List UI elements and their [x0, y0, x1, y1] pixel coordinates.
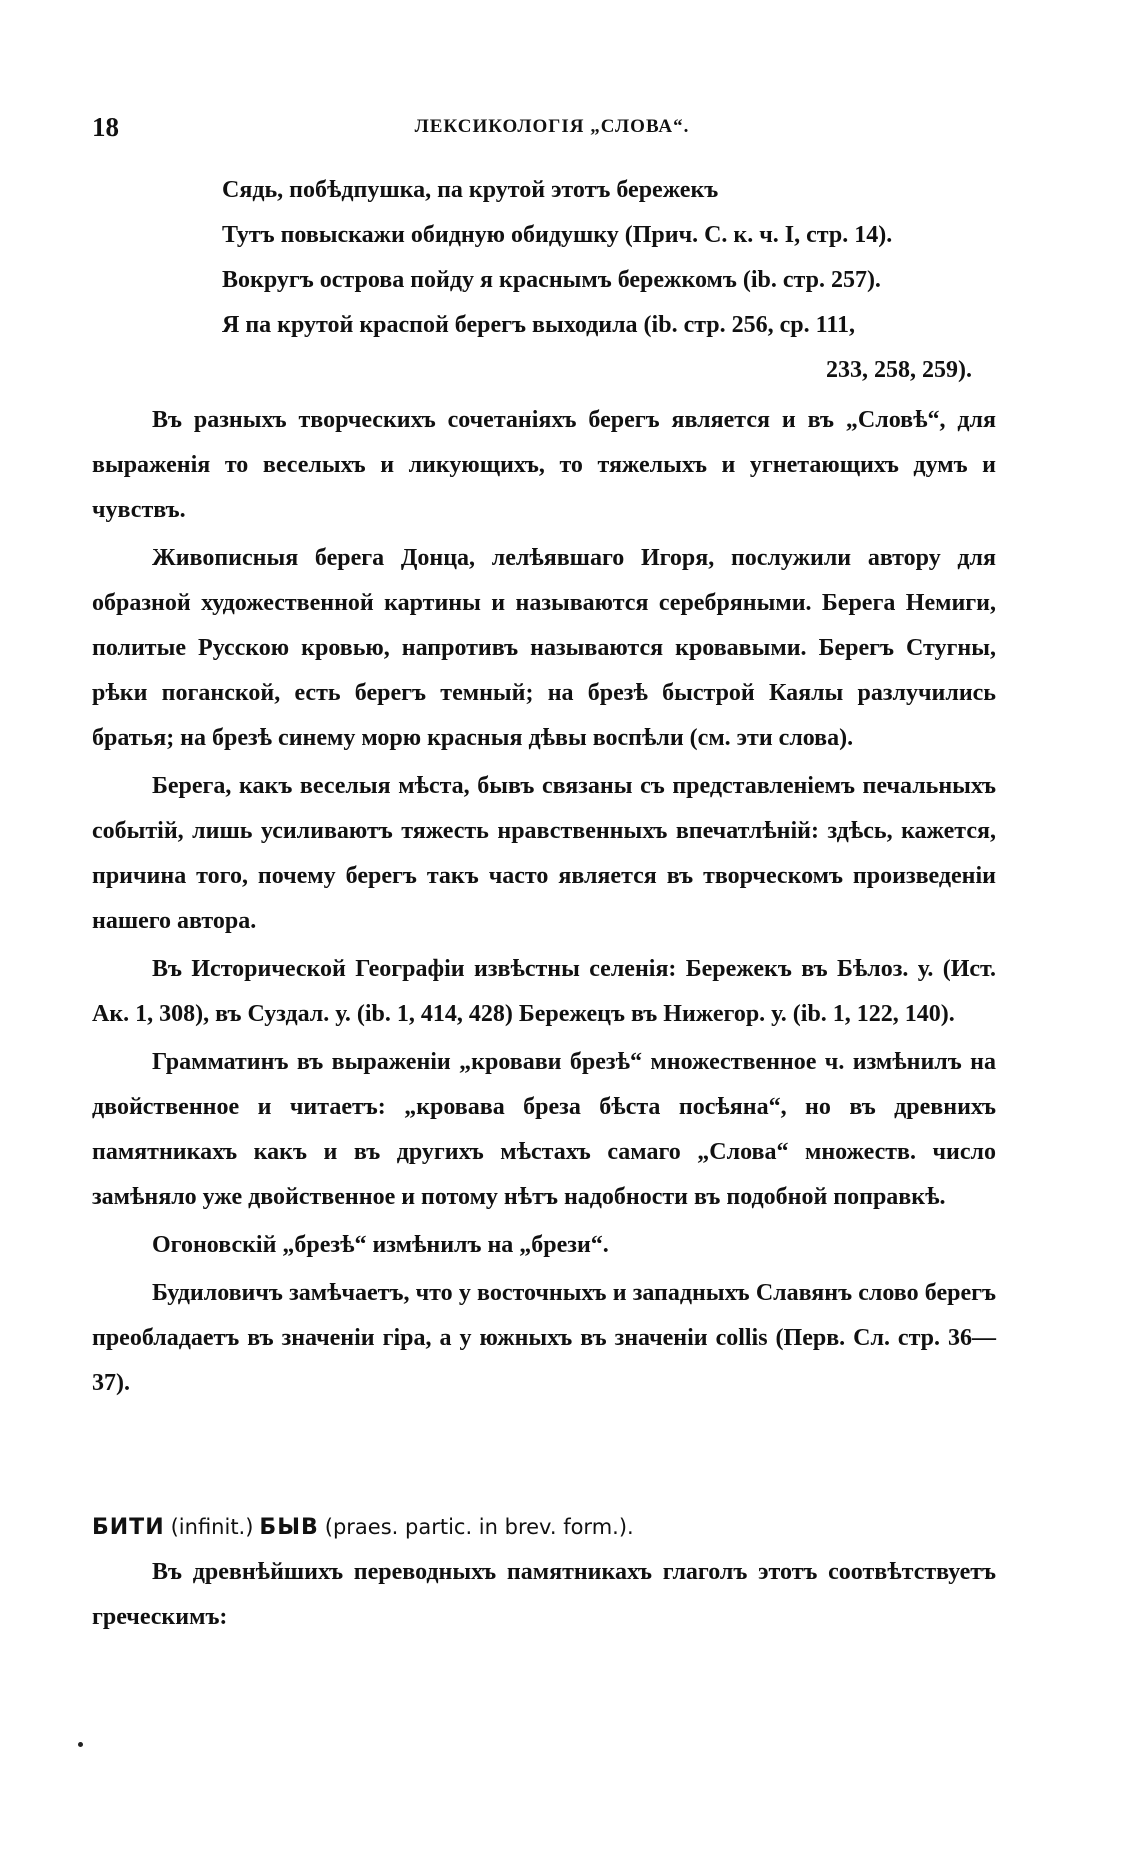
paragraph: Грамматинъ въ выраженіи „кровави брезѣ“ множественное ч. измѣнилъ на двойственное и читаетъ: „кровава бреза бѣста посѣяна“, но въ древнихъ памятникахъ какъ и въ другихъ мѣстахъ самаго „Слова“ множеств. число замѣняло уже двойственное и потому нѣтъ надобности въ подобной поправкѣ. — [92, 1049, 996, 1210]
body-text — [92, 398, 996, 1409]
dictionary-entry — [92, 1505, 996, 1643]
verse-line: Сядь, побѣдпушка, па крутой этотъ бережекъ — [222, 177, 719, 203]
paragraph: Живописныя берега Донца, лелѣявшаго Игоря, послужили автору для образной художественной картины и называются серебряными. Берега Немиги, политые Русскою кровью, напротивъ называются кровавыми. Берегъ Стугны, рѣки поганской, есть берегъ темный; на брезѣ быстрой Каялы разлучились братья; на брезѣ синему морю красныя дѣвы воспѣли (см. эти слова). — [92, 545, 996, 751]
paragraph: Будиловичъ замѣчаетъ, что у восточныхъ и западныхъ Славянъ слово берегъ преобладаетъ въ значеніи гіра, а у южныхъ въ значеніи collis (Перв. Сл. стр. 36—37). — [92, 1280, 996, 1396]
verse-line: Вокругъ острова пойду я краснымъ бережкомъ (ib. стр. 257). — [222, 267, 881, 293]
paragraph: Огоновскій „брезѣ“ измѣнилъ на „брези“. — [152, 1232, 609, 1258]
paragraph: Берега, какъ веселыя мѣста, бывъ связаны съ представленіемъ печальныхъ событій, лишь усиливаютъ тяжесть нравственныхъ впечатлѣній: здѣсь, кажется, причина того, почему берегъ такъ часто является въ творческомъ произведеніи нашего автора. — [92, 773, 996, 934]
grammatical-gloss: (infinit.) — [170, 1515, 254, 1539]
page-header — [92, 112, 1012, 142]
entry-text: Въ древнѣйшихъ переводныхъ памятникахъ глаголъ этотъ соотвѣтствуетъ греческимъ: — [92, 1559, 996, 1630]
page-number: 18 — [92, 112, 119, 142]
paragraph: Въ Исторической Географіи извѣстны селенія: Бережекъ въ Бѣлоз. у. (Ист. Ак. 1, 308), въ Суздал. у. (ib. 1, 414, 428) Бережецъ въ Нижегор. у. (ib. 1, 122, 140). — [92, 956, 996, 1027]
headword: БИТИ — [92, 1515, 165, 1540]
grammatical-gloss: (praes. partic. in brev. form.). — [324, 1515, 634, 1539]
verse-line-continuation: 233, 258, 259). — [826, 357, 972, 383]
paragraph: Въ разныхъ творческихъ сочетаніяхъ берегъ является и въ „Словѣ“, для выраженія то веселыхъ и ликующихъ, то тяжелыхъ и угнетающихъ думъ и чувствъ. — [92, 407, 996, 523]
running-title: ЛЕКСИКОЛОГІЯ „СЛОВА“. — [414, 116, 690, 137]
stray-dot — [78, 1742, 83, 1747]
entry-heading — [92, 1505, 996, 1550]
verse-quotation — [222, 168, 1002, 393]
verse-line: Тутъ повыскажи обидную обидушку (Прич. С. к. ч. I, стр. 14). — [222, 222, 893, 248]
headword: БЫВ — [259, 1515, 319, 1540]
verse-line: Я па крутой краспой берегъ выходила (ib. стр. 256, ср. 111, — [222, 312, 855, 338]
